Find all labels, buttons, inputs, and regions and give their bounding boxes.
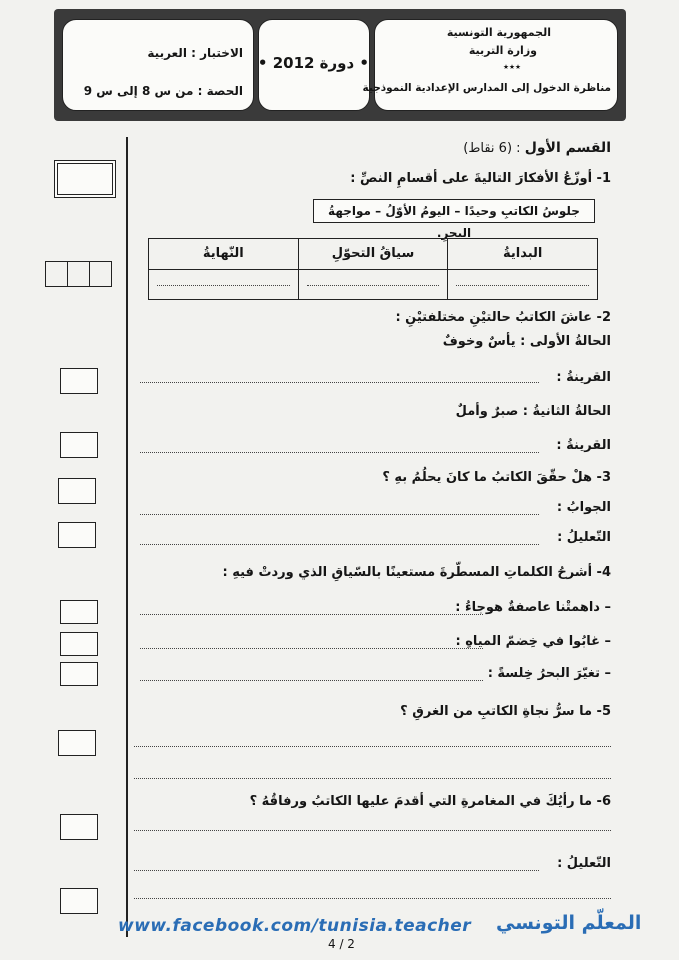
q2-state1: الحالةُ الأولى : يأسٌ وخوفٌ (442, 334, 611, 349)
answer-field-ending[interactable] (157, 285, 290, 286)
q6-reason-field[interactable] (134, 870, 539, 871)
margin-rule (126, 137, 128, 937)
q3-prompt: 3- هلْ حقّقَ الكاتبُ ما كانَ يحلُمُ بهِ ؟ (382, 470, 611, 485)
score-box-q4b (60, 632, 98, 656)
score-box-q6b (60, 888, 98, 914)
q1-table (148, 238, 598, 300)
q2-prompt: 2- عاشَ الكاتبُ حالتيْنِ مختلفتيْنِ : (395, 310, 611, 325)
subject-label: الاختبار : العربية (147, 46, 243, 60)
col-ending (149, 239, 298, 299)
col-beginning (447, 239, 597, 299)
col-header-transition: سياقُ التحوّلِ (299, 239, 448, 270)
col-header-beginning: البدايةُ (448, 239, 597, 270)
score-box-q5 (58, 730, 96, 756)
score-box-q2a (60, 368, 98, 394)
q2-clue1-field[interactable] (140, 382, 539, 383)
q3-answer-label: الجوابُ : (556, 500, 611, 515)
q1-score-boxes (46, 261, 112, 287)
q2-clue2-field[interactable] (140, 452, 539, 453)
col-transition (298, 239, 448, 299)
score-box-q4a (60, 600, 98, 624)
q4-item1-label: – داهمتْنا عاصفةٌ هوجاءُ : (455, 600, 611, 615)
q6-reason-label: التّعليلُ : (557, 856, 611, 871)
q4-item3-label: – تغيّرَ البحرُ خِلسةً : (487, 666, 611, 681)
country-label: الجمهورية التونسية (446, 26, 551, 39)
footer-brand-watermark: المعلّم التونسي (496, 912, 642, 934)
q3-reason-label: التّعليلُ : (557, 530, 611, 545)
q2-clue2-label: القرينةُ : (556, 438, 611, 453)
q6-answer-line[interactable] (134, 830, 611, 831)
q5-answer-line-2[interactable] (134, 778, 611, 779)
col-header-ending: النّهايةُ (149, 239, 298, 270)
q6-reason-line-2[interactable] (134, 898, 611, 899)
score-box-q2b (60, 432, 98, 458)
score-box-q3b (58, 522, 96, 548)
q4-item2-field[interactable] (140, 648, 483, 649)
q4-item1-field[interactable] (140, 614, 483, 615)
q6-prompt: 6- ما رأيُكَ في المغامرةِ التي أقدمَ عليها الكاتبُ ورفاقُهُ ؟ (249, 794, 611, 809)
q4-item3-field[interactable] (140, 680, 483, 681)
q1-ideas-box: جلوسُ الكاتبِ وحيدًا – اليومُ الأوّلُ – مواجهةُ البحرِ. (313, 199, 595, 223)
exam-header (54, 9, 626, 121)
q3-reason-field[interactable] (140, 544, 539, 545)
q5-prompt: 5- ما سرُّ نجاةِ الكاتبِ من الغرقِ ؟ (400, 704, 611, 719)
section-heading (463, 140, 611, 156)
score-box-q3a (58, 478, 96, 504)
session-box (258, 19, 370, 111)
score-box-q6a (60, 814, 98, 840)
q3-answer-field[interactable] (140, 514, 539, 515)
footer-url-watermark: www.facebook.com/tunisia.teacher (118, 916, 472, 936)
stars-decoration: ٭٭٭ (503, 60, 521, 73)
ministry-box (362, 19, 618, 111)
q4-item2-label: – غابُوا في خِضمّ المياهِ : (455, 634, 611, 649)
exam-name: مناظرة الدخول إلى المدارس الإعدادية النموذجية (362, 82, 611, 94)
section-points: : (6 نقاط) (463, 141, 521, 156)
answer-field-beginning[interactable] (456, 285, 589, 286)
score-box-q4c (60, 662, 98, 686)
session-label: • دورة 2012 • (257, 54, 369, 72)
q4-prompt: 4- أشرحُ الكلماتِ المسطّرةَ مستعينًا بالسّياقِ الذي وردتْ فيهِ : (222, 565, 611, 580)
total-score-box (54, 160, 116, 198)
ministry-label: وزارة التربية (468, 44, 537, 57)
q5-answer-line-1[interactable] (134, 746, 611, 747)
section-title: القسم الأول (524, 140, 611, 156)
q2-clue1-label: القرينةُ : (556, 370, 611, 385)
page-number: 4 / 2 (328, 937, 355, 951)
answer-field-transition[interactable] (307, 285, 440, 286)
q2-state2: الحالةُ الثانيةُ : صبرٌ وأملٌ (455, 404, 611, 419)
q1-prompt: 1- أوزّعُ الأفكارَ التاليةَ على أقسامِ النصِّ : (350, 171, 611, 186)
subject-box (62, 19, 254, 111)
time-label: الحصة : من س 8 إلى س 9 (83, 84, 243, 98)
